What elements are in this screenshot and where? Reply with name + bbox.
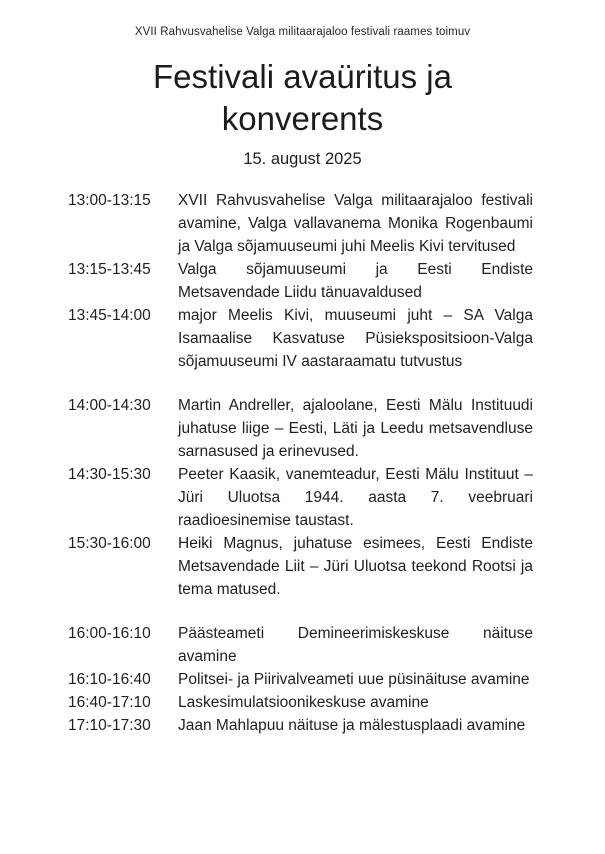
schedule-row [68, 691, 533, 714]
document-date: 15. august 2025 [243, 150, 362, 168]
schedule-time: 16:00-16:10 [68, 625, 151, 642]
schedule-row [68, 304, 533, 373]
schedule-row [68, 622, 533, 668]
schedule-time: 13:45-14:00 [68, 307, 151, 324]
schedule-description: major Meelis Kivi, muuseumi juht – SA Valga Isamaalise Kasvatuse Püsiekspositsioon-Valga sõjamuuseumi IV aastaraamatu tutvustus [178, 307, 533, 370]
document-title: Festivali avaüritus ja konverents [153, 58, 452, 137]
schedule-row [68, 463, 533, 532]
schedule-time: 15:30-16:00 [68, 535, 151, 552]
schedule-description: Heiki Magnus, juhatuse esimees, Eesti Endiste Metsavendade Liit – Jüri Uluotsa teekond Rootsi ja tema matused. [178, 535, 533, 598]
schedule-time: 14:30-15:30 [68, 466, 151, 483]
schedule-description: Martin Andreller, ajaloolane, Eesti Mälu Instituudi juhatuse liige – Eesti, Läti ja Leedu metsavendluse sarnasused ja erinevused. [178, 397, 533, 460]
schedule-row [68, 189, 533, 258]
schedule-time: 13:15-13:45 [68, 261, 151, 278]
schedule-time: 17:10-17:30 [68, 717, 151, 734]
schedule-time: 16:40-17:10 [68, 694, 151, 711]
schedule-time: 16:10-16:40 [68, 671, 151, 688]
schedule-time: 13:00-13:15 [68, 192, 151, 209]
schedule-list [68, 189, 533, 737]
schedule-row [68, 668, 533, 691]
schedule-time: 14:00-14:30 [68, 397, 151, 414]
document-kicker: XVII Rahvusvahelise Valga militaarajaloo festivali raames toimuv [134, 26, 471, 38]
schedule-description: Päästeameti Demineerimiskeskuse näituse avamine [178, 625, 533, 665]
schedule-description: Jaan Mahlapuu näituse ja mälestusplaadi avamine [178, 717, 526, 734]
schedule-description: XVII Rahvusvahelise Valga militaarajaloo festivali avamine, Valga vallavanema Monika Rogenbaumi ja Valga sõjamuuseumi juhi Meelis Kivi tervitused [178, 192, 533, 255]
schedule-row [68, 714, 533, 737]
schedule-description: Laskesimulatsioonikeskuse avamine [178, 694, 429, 711]
schedule-description: Peeter Kaasik, vanemteadur, Eesti Mälu Instituut – Jüri Uluotsa 1944. aasta 7. veebruari raadioesinemise taustast. [178, 466, 533, 529]
schedule-row [68, 532, 533, 601]
schedule-row [68, 258, 533, 304]
schedule-description: Valga sõjamuuseumi ja Eesti Endiste Metsavendade Liidu tänuavaldused [178, 261, 533, 301]
schedule-row [68, 394, 533, 463]
schedule-description: Politsei- ja Piirivalveameti uue püsinäituse avamine [178, 671, 530, 688]
